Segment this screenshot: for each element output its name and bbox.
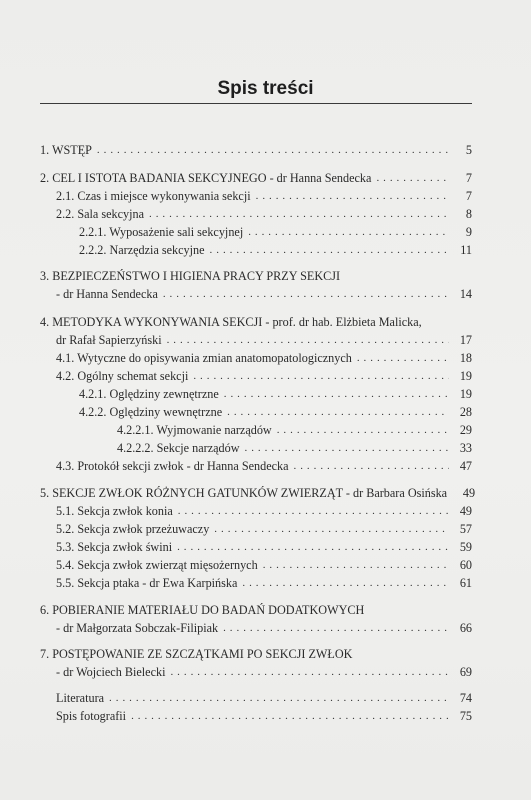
toc-page-number: 47: [459, 459, 472, 473]
toc-entry-label: 6. POBIERANIE MATERIAŁU DO BADAŃ DODATKOWYCH: [40, 603, 365, 617]
toc-entry-label: 5.3. Sekcja zwłok świni: [56, 540, 173, 554]
toc-page-number: 60: [459, 558, 472, 572]
toc-entry-label: 4.2.2.2. Sekcje narządów: [117, 441, 240, 455]
toc-entry-label: 4.2.2. Oględziny wewnętrzne: [79, 405, 223, 419]
toc-page-number: 28: [459, 405, 472, 419]
toc-leader: [131, 708, 449, 724]
toc-entry: [56, 620, 472, 636]
toc-entry: [40, 646, 472, 662]
toc-entry-label: Literatura: [56, 691, 105, 705]
toc-page-number: 74: [459, 691, 472, 705]
toc-page-number: 49: [462, 486, 476, 500]
toc-entry: [117, 422, 472, 438]
toc-entry-label: 7. POSTĘPOWANIE ZE SZCZĄTKAMI PO SEKCJI ZWŁOK: [40, 647, 353, 661]
title-rule: [40, 103, 472, 104]
toc-entry-label: dr Rafał Sapierzyński: [56, 333, 162, 347]
toc-entry: [56, 539, 472, 555]
toc-entry: [56, 332, 472, 348]
toc-entry: [56, 575, 472, 591]
toc-page-number: 19: [459, 387, 472, 401]
toc-page-number: 8: [465, 207, 472, 221]
toc-entry-label: 5.4. Sekcja zwłok zwierząt mięsożernych: [56, 558, 258, 572]
toc-entry-label: - dr Hanna Sendecka: [56, 287, 158, 301]
toc-entry-label: 4.2. Ogólny schemat sekcji: [56, 369, 189, 383]
toc-page-number: 49: [459, 504, 472, 518]
toc-page-number: 33: [459, 441, 472, 455]
toc-entry-label: 2.2. Sala sekcyjna: [56, 207, 144, 221]
toc-entry: [56, 664, 472, 680]
toc-leader: [109, 690, 449, 706]
toc-entry-label: 3. BEZPIECZEŃSTWO I HIGIENA PRACY PRZY SEKCJI: [40, 269, 341, 283]
toc-page-number: 59: [459, 540, 472, 554]
toc-entry-label: 4.2.1. Oględziny zewnętrzne: [79, 387, 219, 401]
toc-entry: [56, 188, 472, 204]
toc-leader: [227, 404, 449, 420]
toc-leader: [149, 206, 449, 222]
toc-leader: [210, 242, 449, 258]
toc-entry: [40, 268, 472, 284]
toc-entry: [117, 440, 472, 456]
toc-entry: [79, 224, 472, 240]
toc-leader: [170, 664, 449, 680]
toc-entry: [79, 404, 472, 420]
toc-leader: [223, 620, 449, 636]
toc-entry: [40, 142, 472, 158]
toc-leader: [97, 142, 449, 158]
toc-leader: [193, 368, 449, 384]
toc-entry-label: 5.2. Sekcja zwłok przeżuwaczy: [56, 522, 210, 536]
toc-entry-label: 4.2.2.1. Wyjmowanie narządów: [117, 423, 272, 437]
toc-page-number: 17: [459, 333, 472, 347]
toc-leader: [167, 332, 449, 348]
toc-entry: [40, 602, 472, 618]
toc-entry-label: 5.1. Sekcja zwłok konia: [56, 504, 173, 518]
toc-entry: [56, 521, 472, 537]
toc-page-number: 14: [459, 287, 472, 301]
toc-page-number: 69: [459, 665, 472, 679]
toc-entry: [79, 386, 472, 402]
page-title: Spis treści: [217, 78, 314, 99]
toc-leader: [245, 440, 449, 456]
toc-page-number: 7: [465, 189, 472, 203]
toc-page-number: 18: [459, 351, 472, 365]
toc-leader: [248, 224, 449, 240]
toc-leader: [263, 557, 449, 573]
toc-entry: [56, 708, 472, 724]
toc-entry: [79, 242, 472, 258]
toc-leader: [214, 521, 449, 537]
toc-leader: [224, 386, 449, 402]
toc-leader: [242, 575, 449, 591]
toc-entry-label: 5. SEKCJE ZWŁOK RÓŻNYCH GATUNKÓW ZWIERZĄT - dr Barbara Osińska: [40, 486, 448, 500]
toc-entry-label: 5.5. Sekcja ptaka - dr Ewa Karpińska: [56, 576, 238, 590]
toc-leader: [256, 188, 449, 204]
toc-leader: [294, 458, 449, 474]
toc-entry-label: 4.1. Wytyczne do opisywania zmian anatomopatologicznych: [56, 351, 352, 365]
toc-entry-label: 2.2.1. Wyposażenie sali sekcyjnej: [79, 225, 244, 239]
toc-leader: [178, 503, 449, 519]
toc-entry-label: 4.3. Protokół sekcji zwłok - dr Hanna Sendecka: [56, 459, 289, 473]
toc-entry-label: - dr Małgorzata Sobczak-Filipiak: [56, 621, 219, 635]
toc-entry: [40, 314, 472, 330]
toc-entry: [56, 690, 472, 706]
toc-leader: [277, 422, 449, 438]
toc-entry-label: Spis fotografii: [56, 709, 127, 723]
toc-leader: [357, 350, 449, 366]
toc-page-number: 57: [459, 522, 472, 536]
toc-page-number: 9: [465, 225, 472, 239]
toc-entry: [56, 286, 472, 302]
toc-page-number: 7: [465, 171, 472, 185]
toc-page-number: 5: [465, 143, 472, 157]
toc-entry: [56, 503, 472, 519]
toc-entry-label: 2.1. Czas i miejsce wykonywania sekcji: [56, 189, 251, 203]
toc-entry-label: - dr Wojciech Bielecki: [56, 665, 166, 679]
toc-leader: [177, 539, 449, 555]
toc-entry-label: 2. CEL I ISTOTA BADANIA SEKCYJNEGO - dr Hanna Sendecka: [40, 171, 372, 185]
toc-entry: [56, 458, 472, 474]
toc-leader: [376, 170, 449, 186]
toc-page-number: 11: [460, 243, 472, 257]
toc-entry-label: 4. METODYKA WYKONYWANIA SEKCJI - prof. dr hab. Elżbieta Malicka,: [40, 315, 422, 329]
toc-entry-label: 2.2.2. Narzędzia sekcyjne: [79, 243, 205, 257]
toc-page-number: 29: [459, 423, 472, 437]
toc-page-number: 75: [459, 709, 472, 723]
toc-page-number: 66: [459, 621, 472, 635]
toc-entry: [56, 557, 472, 573]
toc-entry-label: 1. WSTĘP: [40, 143, 92, 157]
toc-page-number: 19: [459, 369, 472, 383]
toc-entry: [56, 206, 472, 222]
toc-page-number: 61: [459, 576, 472, 590]
toc-entry: [56, 350, 472, 366]
toc-entry: [40, 485, 476, 501]
toc-entry: [40, 170, 472, 186]
toc-entry: [56, 368, 472, 384]
toc-leader: [163, 286, 449, 302]
